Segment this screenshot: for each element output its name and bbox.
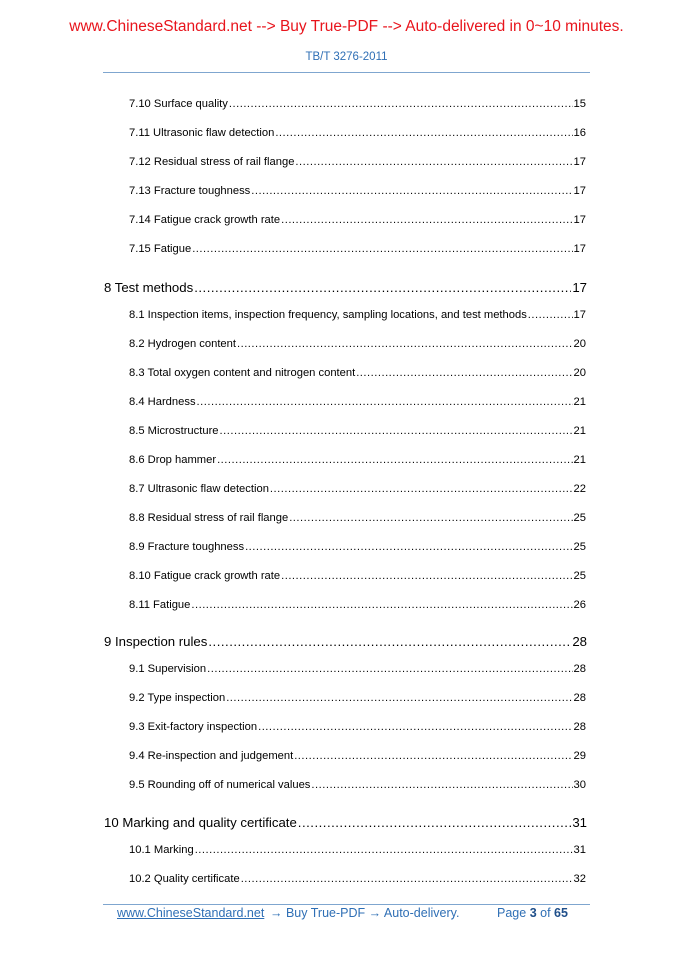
toc-dot-leader: [311, 779, 572, 791]
toc-entry-page: 31: [572, 815, 587, 830]
toc-entry-page: 28: [573, 721, 586, 733]
footer-link[interactable]: www.ChineseStandard.net: [117, 906, 265, 920]
toc-entry-page: 28: [572, 634, 587, 649]
toc-entry-page: 21: [573, 396, 586, 408]
toc-dot-leader: [275, 127, 572, 139]
toc-dot-leader: [220, 425, 573, 437]
toc-dot-leader: [298, 815, 572, 830]
toc-entry-page: 17: [573, 243, 586, 255]
toc-dot-leader: [237, 338, 573, 350]
toc-entry-title: 8.4 Hardness: [129, 396, 196, 408]
toc-entry-page: 17: [573, 156, 586, 168]
toc-dot-leader: [245, 541, 572, 553]
footer-text: → Buy True-PDF → Auto-delivery.: [270, 906, 460, 920]
toc-entry-page: 26: [573, 599, 586, 611]
toc-entry-title: 8.8 Residual stress of rail flange: [129, 512, 289, 524]
toc-dot-leader: [192, 243, 572, 255]
toc-section-entry[interactable]: [129, 844, 586, 856]
toc-dot-leader: [294, 750, 572, 762]
toc-dot-leader: [229, 98, 573, 110]
document-number: TB/T 3276-2011: [305, 51, 388, 63]
toc-entry-page: 20: [573, 367, 586, 379]
toc-section-entry[interactable]: [129, 599, 586, 611]
toc-chapter-entry[interactable]: [104, 634, 587, 649]
toc-section-entry[interactable]: [129, 541, 586, 553]
toc-dot-leader: [295, 156, 572, 168]
toc-entry-title: 10.2 Quality certificate: [129, 873, 240, 885]
toc-dot-leader: [251, 185, 572, 197]
page-indicator: Page 3 of 65: [497, 906, 568, 920]
toc-entry-title: 7.13 Fracture toughness: [129, 185, 251, 197]
toc-entry-page: 31: [573, 844, 586, 856]
toc-dot-leader: [281, 570, 572, 582]
toc-entry-page: 28: [573, 663, 586, 675]
toc-entry-title: 9.1 Supervision: [129, 663, 207, 675]
toc-entry-title: 7.15 Fatigue: [129, 243, 192, 255]
toc-section-entry[interactable]: [129, 692, 586, 704]
toc-entry-title: 9.2 Type inspection: [129, 692, 226, 704]
toc-section-entry[interactable]: [129, 779, 586, 791]
toc-entry-page: 25: [573, 541, 586, 553]
toc-dot-leader: [195, 844, 573, 856]
toc-entry-title: 10 Marking and quality certificate: [104, 815, 297, 830]
footer-divider: [103, 904, 590, 905]
toc-entry-page: 20: [573, 338, 586, 350]
toc-dot-leader: [191, 599, 572, 611]
toc-entry-page: 25: [573, 570, 586, 582]
toc-section-entry[interactable]: [129, 425, 586, 437]
toc-section-entry[interactable]: [129, 127, 586, 139]
toc-dot-leader: [289, 512, 572, 524]
promo-banner[interactable]: www.ChineseStandard.net --> Buy True-PDF --> Auto-delivered in 0~10 minutes.: [69, 18, 624, 35]
current-page: 3: [529, 906, 537, 920]
toc-entry-title: 7.14 Fatigue crack growth rate: [129, 214, 281, 226]
toc-section-entry[interactable]: [129, 214, 586, 226]
toc-entry-page: 32: [573, 873, 586, 885]
toc-section-entry[interactable]: [129, 396, 586, 408]
toc-chapter-entry[interactable]: [104, 280, 587, 295]
toc-entry-title: 8.5 Microstructure: [129, 425, 219, 437]
toc-entry-page: 25: [573, 512, 586, 524]
toc-entry-title: 10.1 Marking: [129, 844, 194, 856]
toc-entry-title: 7.12 Residual stress of rail flange: [129, 156, 295, 168]
toc-section-entry[interactable]: [129, 750, 586, 762]
toc-dot-leader: [241, 873, 573, 885]
toc-section-entry[interactable]: [129, 185, 586, 197]
toc-entry-page: 17: [572, 280, 587, 295]
toc-section-entry[interactable]: [129, 873, 586, 885]
toc-entry-page: 17: [573, 309, 586, 321]
toc-dot-leader: [356, 367, 572, 379]
toc-entry-title: 8.3 Total oxygen content and nitrogen content: [129, 367, 356, 379]
toc-entry-title: 8.6 Drop hammer: [129, 454, 217, 466]
toc-dot-leader: [226, 692, 572, 704]
toc-entry-title: 8.10 Fatigue crack growth rate: [129, 570, 281, 582]
toc-entry-title: 8.11 Fatigue: [129, 599, 191, 611]
toc-entry-title: 8.7 Ultrasonic flaw detection: [129, 483, 269, 495]
toc-entry-page: 17: [573, 214, 586, 226]
toc-entry-page: 21: [573, 454, 586, 466]
toc-entry-title: 8 Test methods: [104, 280, 194, 295]
toc-entry-page: 22: [573, 483, 586, 495]
toc-entry-page: 17: [573, 185, 586, 197]
toc-section-entry[interactable]: [129, 483, 586, 495]
toc-dot-leader: [217, 454, 572, 466]
toc-section-entry[interactable]: [129, 367, 586, 379]
toc-section-entry[interactable]: [129, 570, 586, 582]
toc-entry-title: 9.4 Re-inspection and judgement: [129, 750, 294, 762]
toc-section-entry[interactable]: [129, 156, 586, 168]
toc-dot-leader: [207, 663, 572, 675]
toc-section-entry[interactable]: [129, 663, 586, 675]
toc-entry-page: 21: [573, 425, 586, 437]
toc-entry-page: 15: [573, 98, 586, 110]
toc-entry-title: 8.9 Fracture toughness: [129, 541, 245, 553]
header-divider: [103, 72, 590, 73]
toc-section-entry[interactable]: [129, 338, 586, 350]
toc-section-entry[interactable]: [129, 512, 586, 524]
toc-section-entry[interactable]: [129, 721, 586, 733]
toc-entry-page: 29: [573, 750, 586, 762]
toc-entry-title: 8.1 Inspection items, inspection frequency, sampling locations, and test methods: [129, 309, 527, 321]
toc-chapter-entry[interactable]: [104, 815, 587, 830]
toc-entry-page: 28: [573, 692, 586, 704]
toc-section-entry[interactable]: [129, 98, 586, 110]
toc-entry-title: 7.10 Surface quality: [129, 98, 228, 110]
page-footer: [0, 906, 693, 922]
toc-entry-title: 8.2 Hydrogen content: [129, 338, 236, 350]
toc-entry-page: 16: [573, 127, 586, 139]
toc-section-entry[interactable]: [129, 309, 586, 321]
toc-dot-leader: [270, 483, 573, 495]
toc-entry-title: 9.3 Exit-factory inspection: [129, 721, 258, 733]
total-pages: 65: [554, 906, 568, 920]
toc-entry-title: 7.11 Ultrasonic flaw detection: [129, 127, 275, 139]
toc-entry-title: 9.5 Rounding off of numerical values: [129, 779, 311, 791]
toc-dot-leader: [197, 396, 573, 408]
toc-dot-leader: [258, 721, 572, 733]
toc-entry-title: 9 Inspection rules: [104, 634, 208, 649]
toc-section-entry[interactable]: [129, 454, 586, 466]
toc-dot-leader: [281, 214, 572, 226]
toc-dot-leader: [208, 634, 571, 649]
toc-section-entry[interactable]: [129, 243, 586, 255]
toc-entry-page: 30: [573, 779, 586, 791]
toc-dot-leader: [528, 309, 573, 321]
toc-dot-leader: [194, 280, 571, 295]
